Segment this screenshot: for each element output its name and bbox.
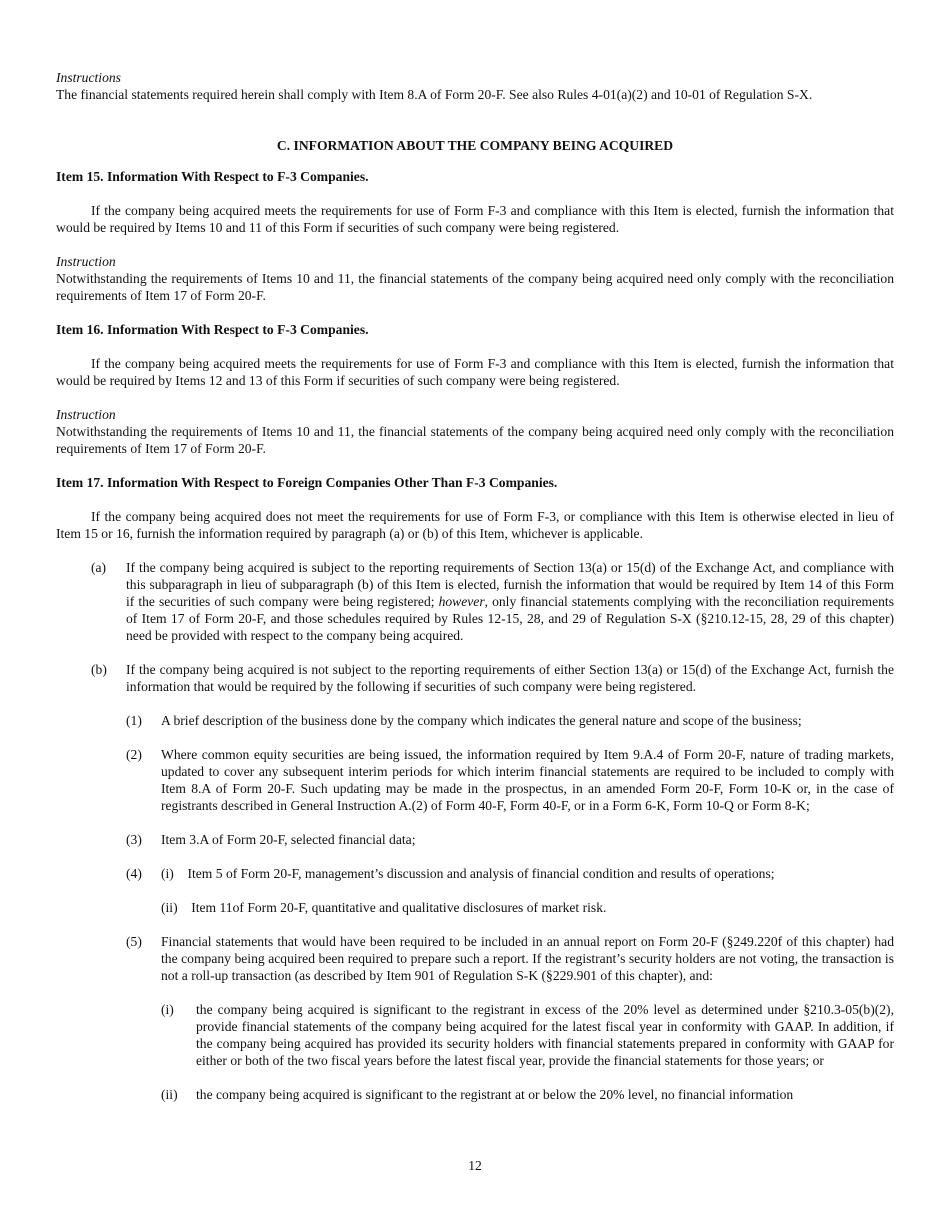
item15-body: If the company being acquired meets the requirements for use of Form F-3 and compliance with this Item is elected, furnish the information that would be required by Items 10 and 11 of this Form if securities of such company were being registered. xyxy=(56,203,894,235)
page-content xyxy=(56,69,894,1103)
item17-b-2 xyxy=(126,746,894,814)
b-2-text: Where common equity securities are being issued, the information required by Item 9.A.4 of Form 20-F, nature of trading markets, updated to cover any subsequent interim periods for which interim financial statements are required to be included to comply with Item 8.A of Form 20-F. Such updating may be made in the prospectus, in an amended Form 20-F, Form 10-K or, in the case of registrants described in General Instruction A.(2) of Form 40-F, Form 40-F, or in a Form 6-K, Form 10-Q or Form 8-K; xyxy=(161,747,894,813)
b-1-label: (1) xyxy=(126,713,142,728)
item17-heading: Item 17. Information With Respect to Foreign Companies Other Than F-3 Companies. xyxy=(56,475,558,490)
para-a-text-1: If the company being acquired is subject to the reporting requirements of Section 13(a) or 15(d) of the Exchange Act, and compliance with this subparagraph in lieu of subparagraph (b) of this Item is elected, furnish the information that would be required by Item 14 of this Form if the securities of such company were being registered; xyxy=(126,560,894,609)
item17-b-4-ii xyxy=(126,899,894,916)
item16-instruction-label: Instruction xyxy=(56,407,116,422)
b-4-ii-body: Item 11of Form 20-F, quantitative and qualitative disclosures of market risk. xyxy=(191,900,607,915)
item17-body: If the company being acquired does not meet the requirements for use of Form F-3, or compliance with this Item is otherwise elected in lieu of Item 15 or 16, furnish the information required by paragraph (a) or (b) of this Item, whichever is applicable. xyxy=(56,509,894,541)
b-5-label: (5) xyxy=(126,934,142,949)
b-4-i-body: Item 5 of Form 20-F, management’s discussion and analysis of financial condition and results of operations; xyxy=(187,866,775,881)
b-4-ii-text xyxy=(161,899,894,916)
item15-instruction-label: Instruction xyxy=(56,254,116,269)
instructions-label: Instructions xyxy=(56,70,121,85)
b-4-label: (4) xyxy=(126,866,142,881)
page-number: 12 xyxy=(468,1158,482,1173)
item17-b-4 xyxy=(126,865,894,882)
item16-heading: Item 16. Information With Respect to F-3 Companies. xyxy=(56,322,369,337)
item15-heading: Item 15. Information With Respect to F-3 Companies. xyxy=(56,169,369,184)
para-a-label: (a) xyxy=(91,560,107,575)
b-1-text: A brief description of the business done by the company which indicates the general nature and scope of the business; xyxy=(161,713,802,728)
b-4-i-label: (i) xyxy=(161,866,174,881)
b-4-i-text xyxy=(161,865,894,882)
item17-b-5-ii xyxy=(161,1086,894,1103)
item16-body: If the company being acquired meets the requirements for use of Form F-3 and compliance with this Item is elected, furnish the information that would be required by Items 12 and 13 of this Form if securities of such company were being registered. xyxy=(56,356,894,388)
b-2-label: (2) xyxy=(126,747,142,762)
item17-b-3 xyxy=(126,831,894,848)
item17-b-5-i xyxy=(161,1001,894,1069)
item17-b-1 xyxy=(126,712,894,729)
para-b-text: If the company being acquired is not subject to the reporting requirements of either Section 13(a) or 15(d) of the Exchange Act, furnish the information that would be required by the following if securities of such company were being registered. xyxy=(126,662,894,694)
b-5-ii-text: the company being acquired is significant to the registrant at or below the 20% level, no financial information xyxy=(196,1087,794,1102)
item15-instruction-text: Notwithstanding the requirements of Items 10 and 11, the financial statements of the company being acquired need only comply with the reconciliation requirements of Item 17 of Form 20-F. xyxy=(56,271,894,303)
item17-b-5 xyxy=(126,933,894,984)
item16-instruction-text: Notwithstanding the requirements of Items 10 and 11, the financial statements of the company being acquired need only comply with the reconciliation requirements of Item 17 of Form 20-F. xyxy=(56,424,894,456)
b-5-text: Financial statements that would have been required to be included in an annual report on Form 20-F (§249.220f of this chapter) had the company being acquired been required to prepare such a report. If the registrant’s security holders are not voting, the transaction is not a roll-up transaction (as described by Item 901 of Regulation S-K (§229.901 of this chapter), and: xyxy=(161,934,894,983)
b-3-text: Item 3.A of Form 20-F, selected financial data; xyxy=(161,832,416,847)
item17-para-b xyxy=(91,661,894,695)
instructions-text: The financial statements required herein shall comply with Item 8.A of Form 20-F. See also Rules 4-01(a)(2) and 10-01 of Regulation S-X. xyxy=(56,87,813,102)
item17-para-a xyxy=(91,559,894,644)
b-5-i-text: the company being acquired is significant to the registrant in excess of the 20% level as determined under §210.3-05(b)(2), provide financial statements of the company being acquired for the latest fiscal year in conformity with GAAP. In addition, if the company being acquired has provided its security holders with financial statements prepared in conformity with GAAP for either or both of the two fiscal years before the latest fiscal year, provide the financial statements for those years; or xyxy=(196,1002,894,1068)
section-title: C. INFORMATION ABOUT THE COMPANY BEING ACQUIRED xyxy=(276,138,674,153)
para-b-label: (b) xyxy=(91,662,107,677)
para-a-text-italic: however xyxy=(438,594,485,609)
b-3-label: (3) xyxy=(126,832,142,847)
b-5-i-label: (i) xyxy=(161,1002,174,1017)
para-a-text xyxy=(126,559,894,644)
b-4-ii-label: (ii) xyxy=(161,900,178,915)
b-5-ii-label: (ii) xyxy=(161,1087,178,1102)
para-a-text-2: , only financial statements complying with the reconciliation requirements of Item 17 of Form 20-F, and those schedules required by Rules 12-15, 28, and 29 of Regulation S-X (§210.12-15, 28, 29 of this chapter) need be provided with respect to the company being acquired. xyxy=(126,594,894,643)
